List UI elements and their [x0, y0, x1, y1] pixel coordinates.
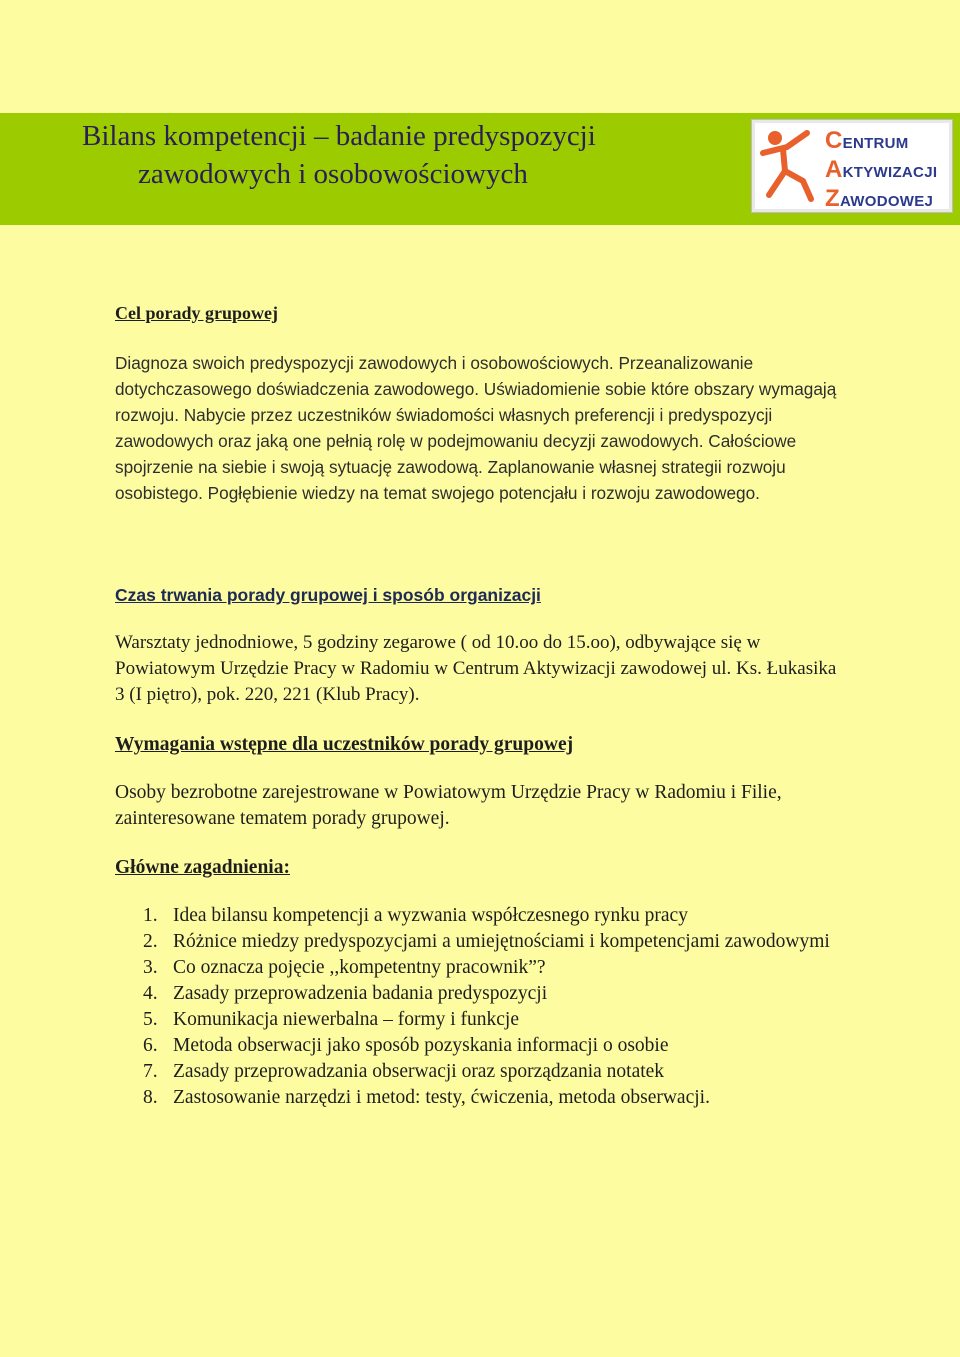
- list-item-number: 5.: [143, 1009, 158, 1030]
- list-item: [115, 1059, 850, 1085]
- logo-line-1: ENTRUM: [842, 135, 909, 152]
- list-item-text: Różnice miedzy predyspozycjami a umiejętnościami i kompetencjami zawodowymi: [173, 931, 830, 952]
- list-item-number: 1.: [143, 905, 158, 926]
- centrum-aktywizacji-logo: [752, 120, 952, 212]
- logo-line-2: KTYWIZACJI: [842, 164, 938, 181]
- list-item-number: 4.: [143, 983, 158, 1004]
- heading-glowne-zagadnienia: Główne zagadnienia:: [115, 857, 290, 878]
- list-item: [115, 981, 850, 1007]
- paragraph-czas: Warsztaty jednodniowe, 5 godziny zegarowe ( od 10.oo do 15.oo), odbywające się w Powiatowym Urzędzie Pracy w Radomiu w Centrum Aktywizacji zawodowej ul. Ks. Łukasika 3 (I piętro), pok. 220, 221 (Klub Pracy).: [115, 632, 837, 705]
- list-item-text: Zastosowanie narzędzi i metod: testy, ćwiczenia, metoda obserwacji.: [173, 1087, 710, 1108]
- list-item-number: 6.: [143, 1035, 158, 1056]
- list-item-number: 3.: [143, 957, 158, 978]
- list-item-number: 2.: [143, 931, 158, 952]
- heading-wymagania: Wymagania wstępne dla uczestników porady grupowej: [115, 734, 574, 755]
- paragraph-cel: Diagnoza swoich predyspozycji zawodowych i osobowościowych. Przeanalizowanie dotychczasowego doświadczenia zawodowego. Uświadomienie sobie które obszary wymagają rozwoju. Nabycie przez uczestników świadomości własnych preferencji i predyspozycji zawodowych oraz jaką one pełnią rolę w podejmowaniu decyzji zawodowych. Całościowe spojrzenie na siebie i swoją sytuację zawodową. Zaplanowanie własnej strategii rozwoju osobistego. Pogłębienie wiedzy na temat swojego potencjału i rozwoju zawodowego.: [115, 353, 837, 503]
- list-item-text: Zasady przeprowadzania obserwacji oraz sporządzania notatek: [173, 1061, 665, 1082]
- logo-cap-c: C: [825, 127, 843, 154]
- paragraph-wymagania: Osoby bezrobotne zarejestrowane w Powiatowym Urzędzie Pracy w Radomiu i Filie, zainteresowane tematem porady grupowej.: [115, 782, 782, 829]
- list-item: [115, 929, 850, 955]
- list-item: [115, 1007, 850, 1033]
- list-item-text: Idea bilansu kompetencji a wyzwania współczesnego rynku pracy: [173, 905, 688, 926]
- list-item-text: Komunikacja niewerbalna – formy i funkcje: [173, 1009, 520, 1030]
- list-item: [115, 903, 850, 929]
- list-item-number: 7.: [143, 1061, 158, 1082]
- page-title-line-2: zawodowych i osobowościowych: [138, 158, 528, 190]
- logo-cap-z: Z: [825, 185, 840, 212]
- list-item: [115, 1085, 850, 1111]
- page-title: [82, 117, 722, 193]
- list-item: [115, 1033, 850, 1059]
- list-item-number: 8.: [143, 1087, 158, 1108]
- heading-cel: Cel porady grupowej: [115, 303, 278, 323]
- topics-list: [115, 903, 850, 1111]
- list-item-text: Metoda obserwacji jako sposób pozyskania informacji o osobie: [173, 1035, 669, 1056]
- list-item-text: Co oznacza pojęcie ,,kompetentny pracownik”?: [173, 957, 546, 978]
- logo-cap-a: A: [825, 156, 843, 183]
- heading-czas: Czas trwania porady grupowej i sposób organizacji: [115, 585, 541, 605]
- logo-text: [825, 128, 937, 215]
- list-item-text: Zasady przeprowadzenia badania predyspozycji: [173, 983, 548, 1004]
- logo-line-3: AWODOWEJ: [839, 193, 934, 210]
- page-title-line-1: Bilans kompetencji – badanie predyspozycji: [82, 120, 596, 152]
- list-item: [115, 955, 850, 981]
